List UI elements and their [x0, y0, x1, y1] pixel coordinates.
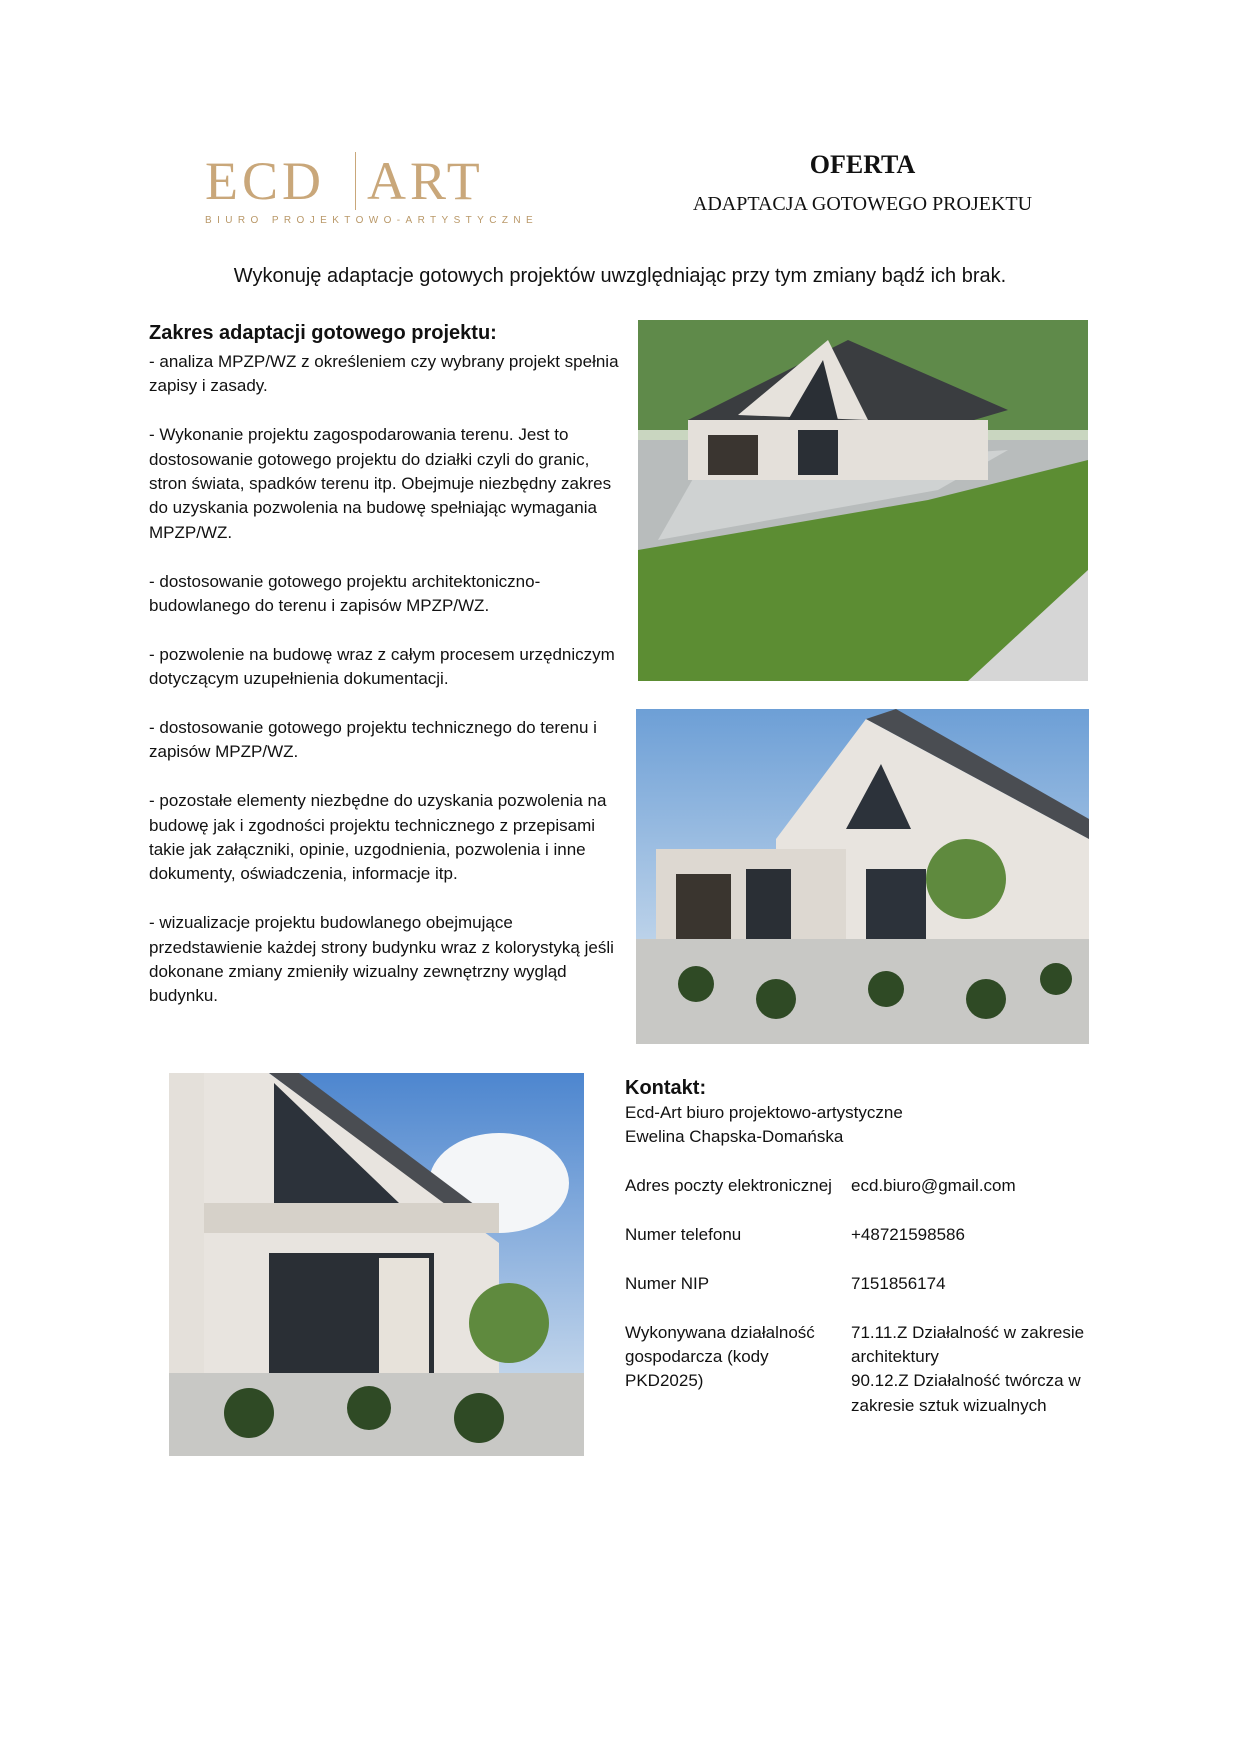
logo-tagline: BIURO PROJEKTOWO-ARTYSTYCZNE: [205, 215, 539, 226]
contact-heading: Kontakt:: [625, 1077, 707, 1099]
contact-row-nip: [625, 1272, 1105, 1296]
scope-item: - dostosowanie gotowego projektu architektoniczno-budowlanego do terenu i zapisów MPZP/WZ.: [149, 571, 541, 616]
contact-row-email: [625, 1174, 1105, 1198]
email-value[interactable]: ecd.biuro@gmail.com: [851, 1176, 1016, 1196]
logo-letters-ecd: ECD: [205, 151, 325, 211]
logo-letters-art: ART: [367, 151, 484, 211]
scope-section: [149, 320, 619, 1033]
scope-item: - analiza MPZP/WZ z określeniem czy wybrany projekt spełnia zapisy i zasady.: [149, 352, 619, 396]
contact-section: [625, 1075, 1105, 1418]
contact-row-pkd: [625, 1321, 1105, 1419]
scope-item: - pozwolenie na budowę wraz z całym procesem urzędniczym dotyczącym uzupełnienia dokumentacji.: [149, 644, 615, 689]
nip-label: Numer NIP: [625, 1273, 710, 1293]
scope-item: - Wykonanie projektu zagospodarowania terenu. Jest to dostosowanie gotowego projektu do działki czyli do granic, stron świata, spadków terenu itp. Obejmuje niezbędny zakres do uzyskania pozwolenia na budowę spełniając wymagania MPZP/WZ.: [149, 425, 612, 542]
scope-item: - dostosowanie gotowego projektu technicznego do terenu i zapisów MPZP/WZ.: [149, 718, 597, 762]
house-render-corner: [169, 1073, 584, 1456]
intro-text: Wykonuję adaptacje gotowych projektów uwzględniając przy tym zmiany bądź ich brak.: [233, 265, 1007, 287]
house-render-front: [636, 709, 1089, 1044]
company-logo: [205, 152, 550, 232]
company-name: Ecd-Art biuro projektowo-artystyczne: [625, 1103, 903, 1122]
person-name: Ewelina Chapska-Domańska: [625, 1127, 844, 1147]
pkd-value-2: 90.12.Z Działalność twórcza w zakresie sztuk wizualnych: [851, 1371, 1081, 1415]
scope-item: - wizualizacje projektu budowlanego obejmujące przedstawienie każdej strony budynku wraz z kolorystyką jeśli dokonane zmiany zmieniły wizualny zewnętrzny wygląd budynku.: [149, 913, 614, 1006]
pkd-value-1: 71.11.Z Działalność w zakresie architektury: [851, 1322, 1085, 1366]
pkd-label: Wykonywana działalność gospodarcza (kody PKD2025): [625, 1322, 815, 1391]
email-label: Adres poczty elektronicznej: [625, 1176, 832, 1196]
logo-divider: [355, 152, 356, 210]
scope-item: - pozostałe elementy niezbędne do uzyskania pozwolenia na budowę jak i zgodności projektu technicznego z przepisami takie jak załączniki, opinie, uzgodnienia, pozwolenia i inne dokumenty, oświadczenia, informacje itp.: [149, 791, 607, 884]
document-title: OFERTA: [809, 150, 916, 179]
contact-row-phone: [625, 1223, 1105, 1247]
scope-heading: Zakres adaptacji gotowego projektu:: [149, 322, 497, 344]
phone-label: Numer telefonu: [625, 1225, 742, 1244]
nip-value: 7151856174: [851, 1273, 946, 1293]
phone-value: +48721598586: [851, 1225, 965, 1244]
document-subtitle: ADAPTACJA GOTOWEGO PROJEKTU: [692, 193, 1033, 215]
house-render-aerial: [638, 320, 1088, 681]
